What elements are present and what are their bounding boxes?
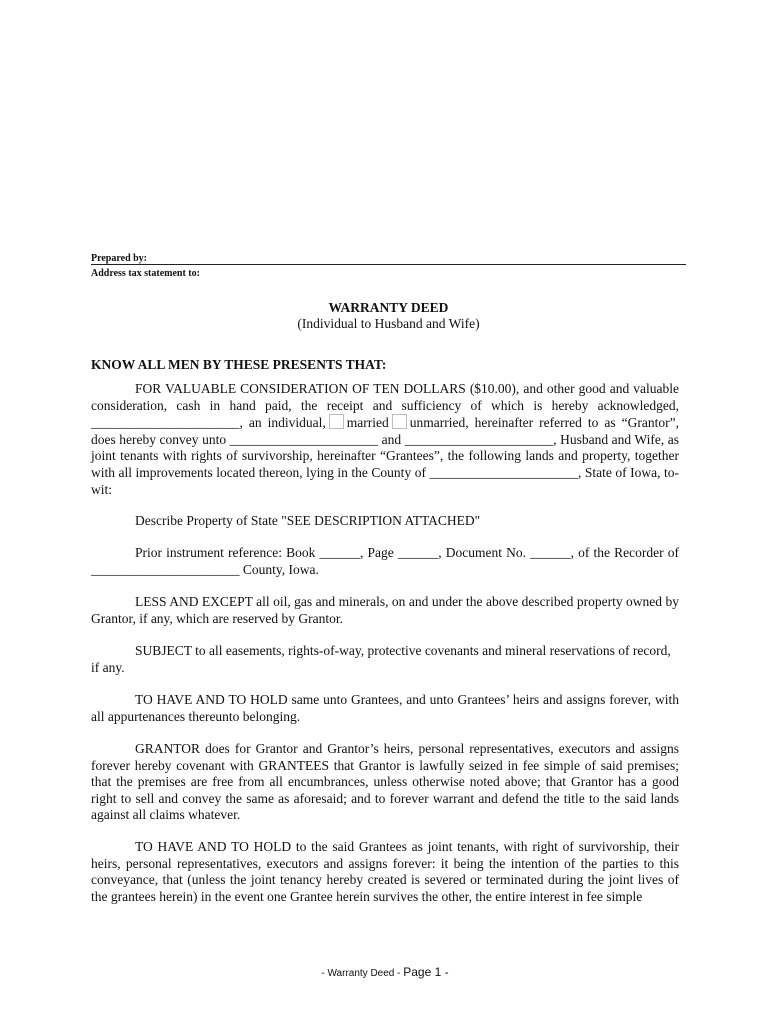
married-label: married bbox=[346, 415, 389, 431]
header-rule bbox=[91, 264, 686, 265]
prior-instrument-paragraph: Prior instrument reference: Book ______, Page ______, Document No. ______, of the Recorder of ______________________ County, Iowa. bbox=[91, 545, 679, 577]
consideration-text-a: FOR VALUABLE CONSIDERATION OF TEN DOLLARS ($10.00), and other good and valuable consideration, cash in hand paid, the receipt and sufficiency of which is hereby acknowledged, ______________________, an individual, bbox=[91, 381, 679, 431]
footer-doc-label: - Warranty Deed - bbox=[321, 968, 401, 979]
page-footer bbox=[0, 965, 770, 979]
married-checkbox[interactable] bbox=[329, 414, 344, 429]
joint-tenancy-paragraph: TO HAVE AND TO HOLD to the said Grantees as joint tenants, with right of survivorship, their heirs, personal representatives, executors and assigns forever: it being the intention of the parties to this conveyance, that (unless the joint tenancy hereby created is severed or terminated during the joint lives of the grantees herein) in the event one Grantee herein survives the other, the entire interest in fee simple bbox=[91, 839, 679, 904]
covenant-paragraph: GRANTOR does for Grantor and Grantor’s heirs, personal representatives, executors and assigns forever hereby covenant with GRANTEES that Grantor is lawfully seized in fee simple of said premises; that the premises are free from all encumbrances, unless otherwise noted above; that Grantor has a good right to sell and convey the same as aforesaid; and to forever warrant and defend the title to the said lands against all claims whatever. bbox=[91, 741, 679, 823]
footer-page-number: Page 1 - bbox=[403, 965, 449, 979]
consideration-text-b: unmarried, hereinafter referred to as “Grantor”, does hereby convey unto ______________________ and ______________________, Husband and Wife, as joint tenants with rights of survivorship, hereinafter “Grantees”, the following lands and property, together with all improvements located thereon, lying in the County of ______________________, State of Iowa, to-wit: bbox=[91, 415, 679, 497]
unmarried-checkbox[interactable] bbox=[392, 414, 407, 429]
document-title: WARRANTY DEED bbox=[328, 300, 449, 315]
property-description: Describe Property of State "SEE DESCRIPTION ATTACHED" bbox=[135, 513, 481, 528]
section-heading: KNOW ALL MEN BY THESE PRESENTS THAT: bbox=[91, 357, 387, 372]
habendum-paragraph: TO HAVE AND TO HOLD same unto Grantees, and unto Grantees’ heirs and assigns forever, with all appurtenances thereunto belonging. bbox=[91, 692, 679, 724]
subject-to-paragraph: SUBJECT to all easements, rights-of-way, protective covenants and mineral reservations of record, if any. bbox=[91, 643, 671, 675]
less-and-except-paragraph: LESS AND EXCEPT all oil, gas and minerals, on and under the above described property owned by Grantor, if any, which are reserved by Grantor. bbox=[91, 594, 679, 626]
consideration-paragraph bbox=[91, 381, 679, 498]
document-subtitle: (Individual to Husband and Wife) bbox=[297, 316, 480, 331]
prepared-by-label: Prepared by: bbox=[91, 253, 148, 264]
address-tax-label: Address tax statement to: bbox=[91, 268, 200, 279]
